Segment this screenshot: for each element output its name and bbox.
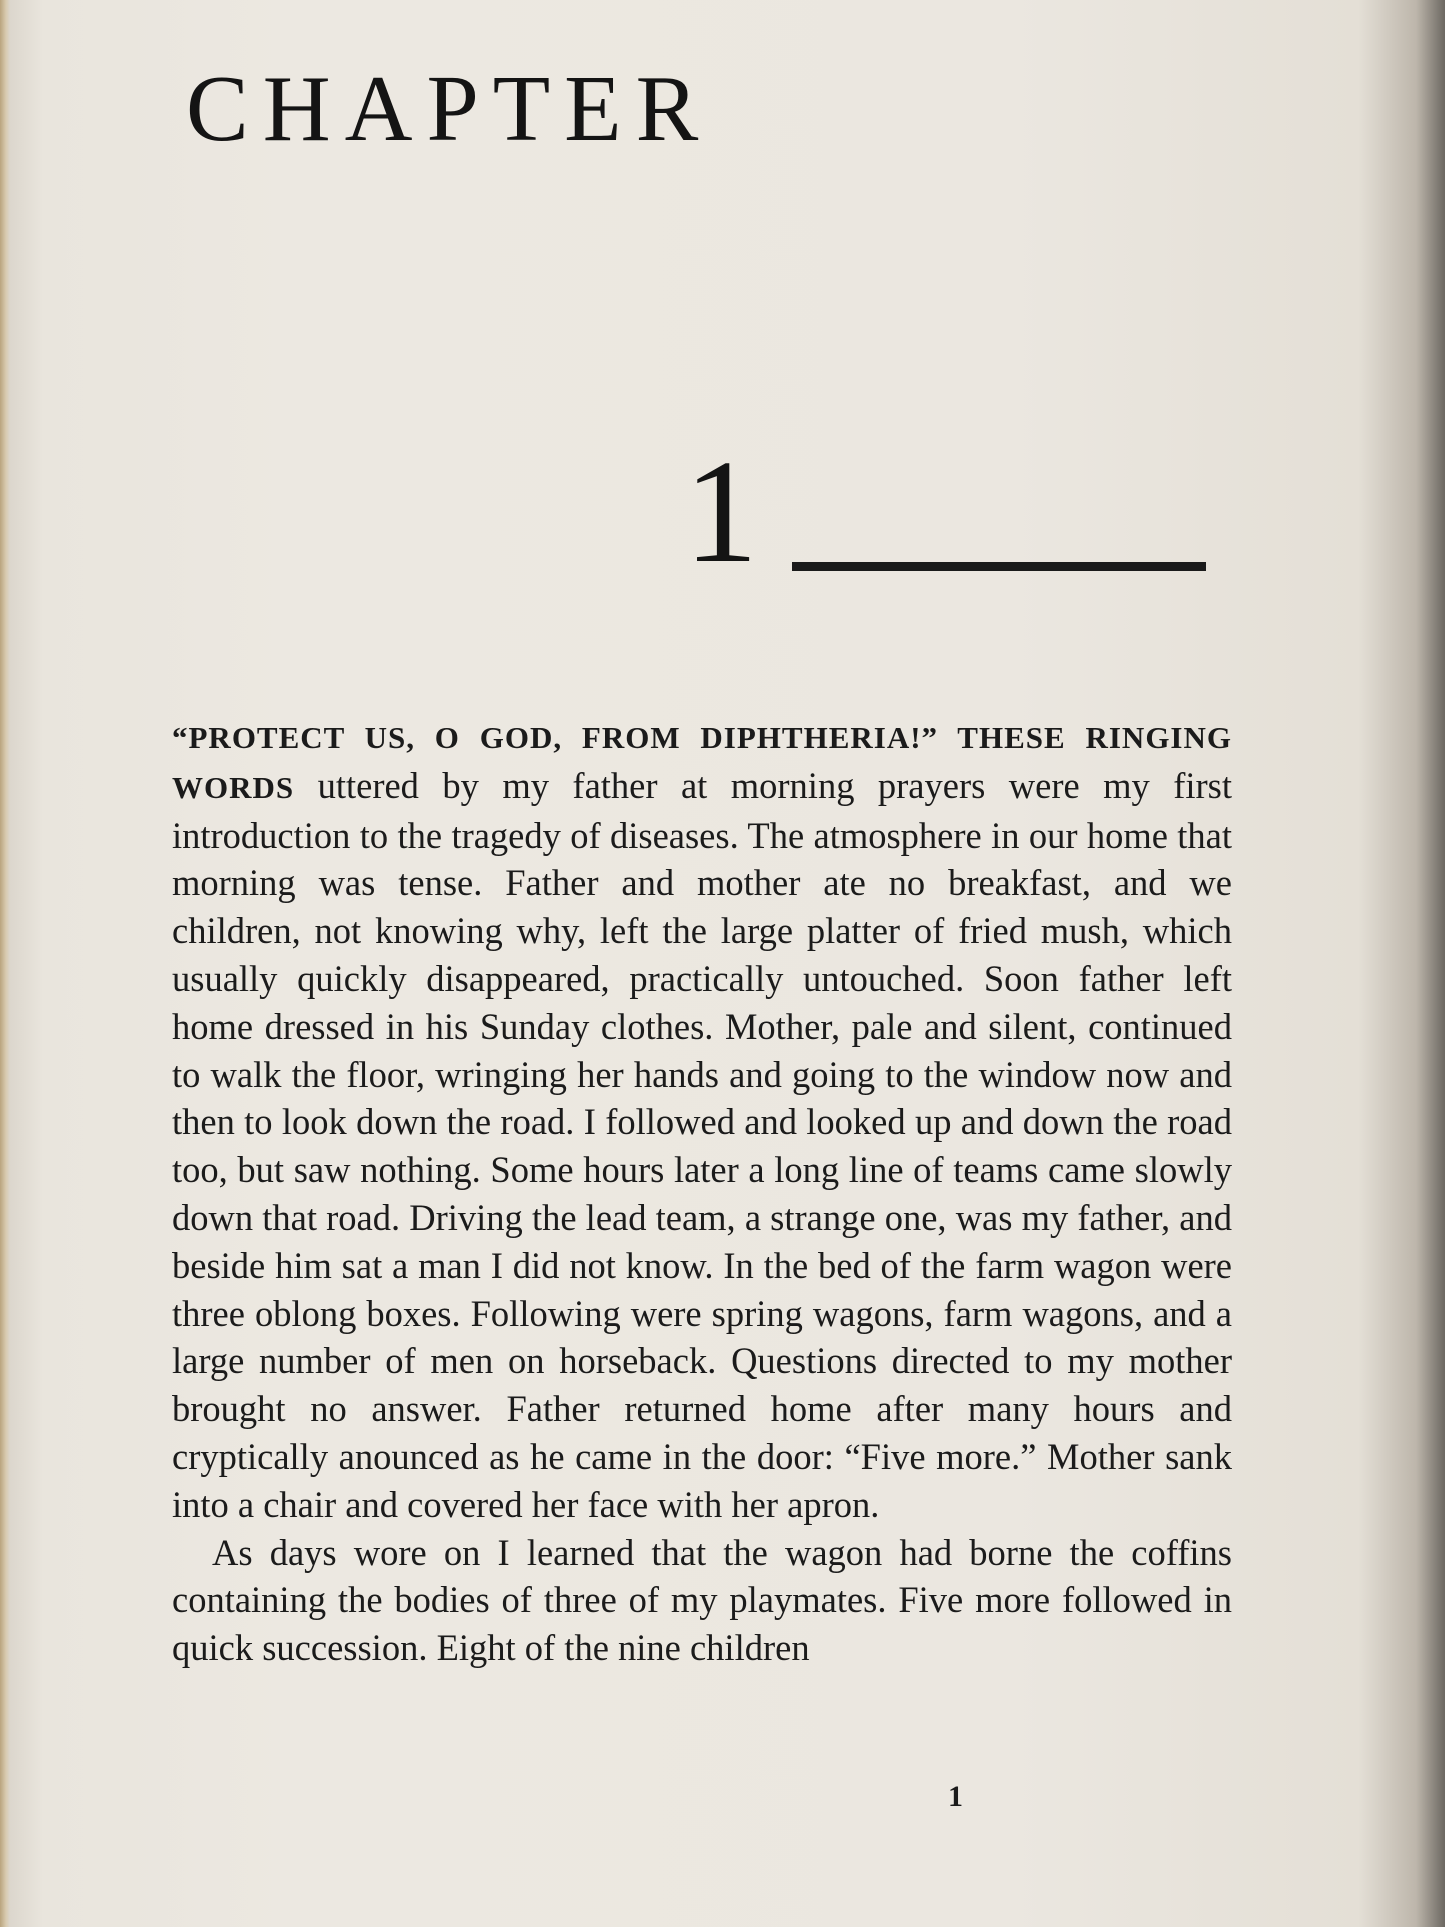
chapter-heading: CHAPTER <box>186 57 713 161</box>
chapter-rule <box>792 562 1206 571</box>
chapter-number: 1 <box>684 430 758 594</box>
paragraph-text: uttered by my father at morning prayers were my first introduction to the tragedy of diseases. The atmosphere in our home that morning was tense. Father and mother ate no breakfast, and we children, not knowing why, left the large platter of fried mush, which usually quickly disappeared, practically untouched. Soon father left home dressed in his Sunday clothes. Mother, pale and silent, continued to walk the floor, wringing her hands and going to the window now and then to look down the road. I followed and looked up and down the road too, but saw nothing. Some hours later a long line of teams came slowly down that road. Driving the lead team, a strange one, was my father, and beside him sat a man I did not know. In the bed of the farm wagon were three oblong boxes. Following were spring wagons, farm wagons, and a large number of men on horseback. Questions directed to my mother brought no answer. Father returned home after many hours and cryptically anounced as he came in the door: “Five more.” Mother sank into a chair and covered her face with her apron. <box>172 764 1233 1525</box>
paragraph <box>172 712 1232 1529</box>
lead-in-caps: “PROTECT US, O GOD, FROM DIPHTHERIA!” THESE RINGING WORDS <box>172 720 1232 805</box>
page-number: 1 <box>948 1780 963 1813</box>
page-edge <box>0 0 10 1927</box>
paragraph: As days wore on I learned that the wagon had borne the coffins containing the bodies of three of my playmates. Five more followed in quick succession. Eight of the nine children <box>172 1531 1232 1669</box>
body-text <box>172 712 1232 1672</box>
